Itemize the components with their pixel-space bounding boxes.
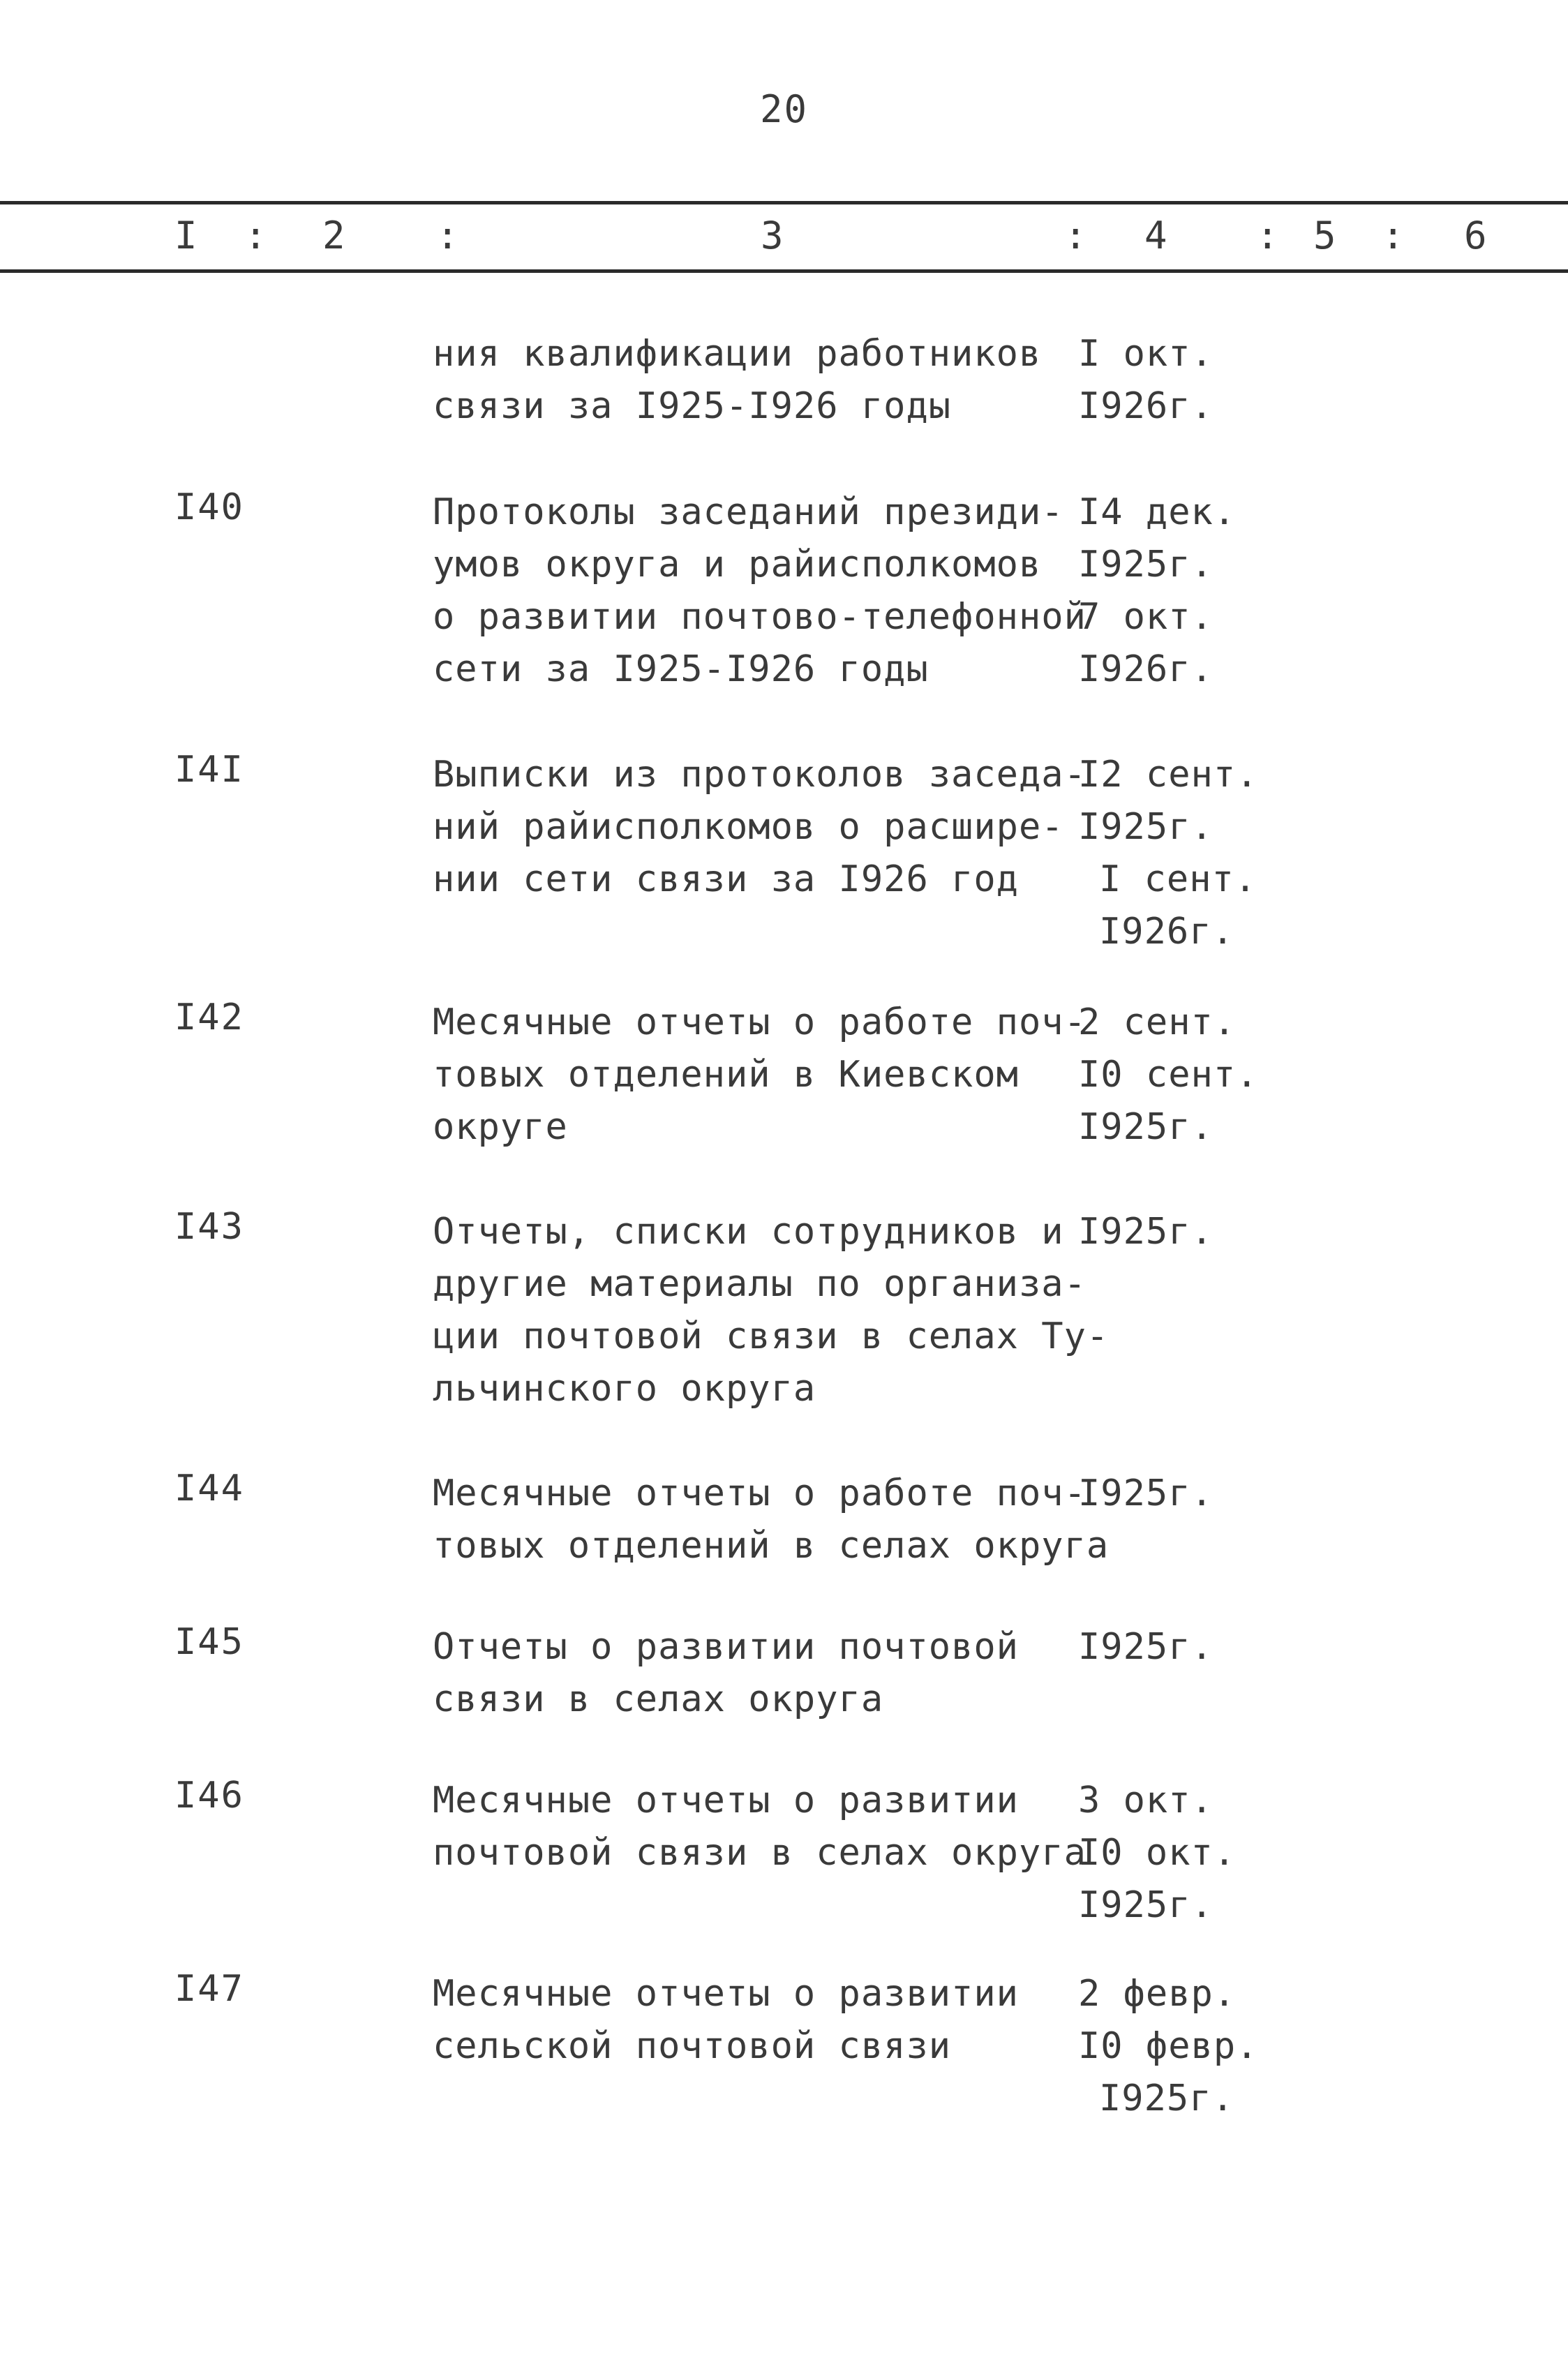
case-dates xyxy=(1078,997,1357,1154)
case-dates xyxy=(1078,486,1357,696)
case-date-line: I925г. xyxy=(1099,2078,1234,2119)
case-dates xyxy=(1078,1775,1357,1932)
case-dates xyxy=(1078,1621,1357,1673)
case-number: I44 xyxy=(174,1468,244,1509)
page-number: 20 xyxy=(759,87,809,131)
case-date-line: I925г. xyxy=(1078,1211,1214,1253)
case-date-line: I925г. xyxy=(1078,1106,1214,1148)
case-title-line: ния квалификации работников xyxy=(433,333,1042,375)
case-date-line: I4 дек. xyxy=(1078,491,1237,533)
case-title-line: умов округа и райисполкомов xyxy=(433,544,1042,586)
case-title xyxy=(433,486,1087,696)
case-title-line: Месячные отчеты о развитии xyxy=(433,1973,1019,2015)
case-number: I40 xyxy=(174,486,244,528)
case-date-line: I925г. xyxy=(1078,544,1214,586)
case-date-line: I0 сент. xyxy=(1078,1054,1259,1096)
case-title-line: о развитии почтово-телефонной xyxy=(433,596,1087,638)
case-title xyxy=(433,328,1075,433)
case-number: I47 xyxy=(174,1968,244,2010)
case-dates xyxy=(1078,1468,1357,1520)
case-dates xyxy=(1078,749,1357,958)
case-title xyxy=(433,1775,1087,1879)
column-separator: : xyxy=(1382,214,1405,258)
case-title-line: сети за I925-I926 годы xyxy=(433,648,929,690)
case-title-line: Протоколы заседаний президи- xyxy=(433,491,1064,533)
column-separator: : xyxy=(1256,214,1279,258)
case-title-line: товых отделений в Киевском xyxy=(433,1054,1019,1096)
column-header-1: I xyxy=(174,214,197,258)
column-separator: : xyxy=(1064,214,1087,258)
case-title-line: связи за I925-I926 годы xyxy=(433,385,952,427)
case-title xyxy=(433,749,1087,906)
case-title-line: округе xyxy=(433,1106,568,1148)
case-number: I4I xyxy=(174,749,244,791)
case-title-line: другие материалы по организа- xyxy=(433,1263,1087,1305)
case-date-line: 3 окт. xyxy=(1078,1780,1214,1821)
case-date-line: 7 окт. xyxy=(1078,596,1214,638)
header-bottom-rule xyxy=(0,269,1568,273)
case-title xyxy=(433,1968,1075,2073)
case-title-line: Месячные отчеты о работе поч- xyxy=(433,1001,1087,1043)
case-title xyxy=(433,1468,1110,1572)
case-number: I46 xyxy=(174,1775,244,1817)
case-date-line: I926г. xyxy=(1078,648,1214,690)
case-title-line: Месячные отчеты о развитии xyxy=(433,1780,1019,1821)
case-date-line: I926г. xyxy=(1099,911,1234,953)
column-header-2: 2 xyxy=(322,214,345,258)
case-number: I42 xyxy=(174,997,244,1038)
column-separator: : xyxy=(244,214,267,258)
case-date-line: I0 окт. xyxy=(1078,1832,1237,1874)
case-title-line: сельской почтовой связи xyxy=(433,2025,952,2067)
column-header-3: 3 xyxy=(761,214,784,258)
case-title-line: Отчеты о развитии почтовой xyxy=(433,1626,1019,1668)
case-title xyxy=(433,1206,1110,1415)
case-title xyxy=(433,997,1087,1154)
case-title-line: почтовой связи в селах округа xyxy=(433,1832,1087,1874)
case-title-line: Выписки из протоколов заседа- xyxy=(433,754,1087,796)
case-title-line: ции почтовой связи в селах Ту- xyxy=(433,1315,1110,1357)
case-dates xyxy=(1078,1968,1357,2125)
case-dates xyxy=(1078,328,1357,433)
case-date-line: I окт. xyxy=(1078,333,1214,375)
case-date-line: I2 сент. xyxy=(1078,754,1259,796)
case-date-line: 2 февр. xyxy=(1078,1973,1237,2015)
case-date-line: I925г. xyxy=(1078,806,1214,848)
case-title-line: Отчеты, списки сотрудников и xyxy=(433,1211,1064,1253)
column-header-5: 5 xyxy=(1313,214,1336,258)
case-title-line: нии сети связи за I926 год xyxy=(433,858,1019,900)
case-date-line: I925г. xyxy=(1078,1884,1214,1926)
case-dates xyxy=(1078,1206,1357,1258)
case-date-line: I925г. xyxy=(1078,1472,1214,1514)
case-date-line: I0 февр. xyxy=(1078,2025,1259,2067)
case-date-line: I сент. xyxy=(1099,858,1257,900)
column-header-row xyxy=(0,209,1568,265)
case-date-line: I925г. xyxy=(1078,1626,1214,1668)
case-title-line: связи в селах округа xyxy=(433,1678,884,1720)
case-title xyxy=(433,1621,1075,1726)
case-number: I45 xyxy=(174,1621,244,1663)
case-number: I43 xyxy=(174,1206,244,1248)
case-title-line: товых отделений в селах округа xyxy=(433,1525,1110,1567)
case-date-line: 2 сент. xyxy=(1078,1001,1237,1043)
case-date-line: I926г. xyxy=(1078,385,1214,427)
case-title-line: льчинского округа xyxy=(433,1368,816,1410)
column-header-4: 4 xyxy=(1144,214,1167,258)
column-separator: : xyxy=(436,214,459,258)
header-top-rule xyxy=(0,201,1568,204)
column-header-6: 6 xyxy=(1464,214,1487,258)
case-title-line: Месячные отчеты о работе поч- xyxy=(433,1472,1087,1514)
case-title-line: ний райисполкомов о расшире- xyxy=(433,806,1064,848)
